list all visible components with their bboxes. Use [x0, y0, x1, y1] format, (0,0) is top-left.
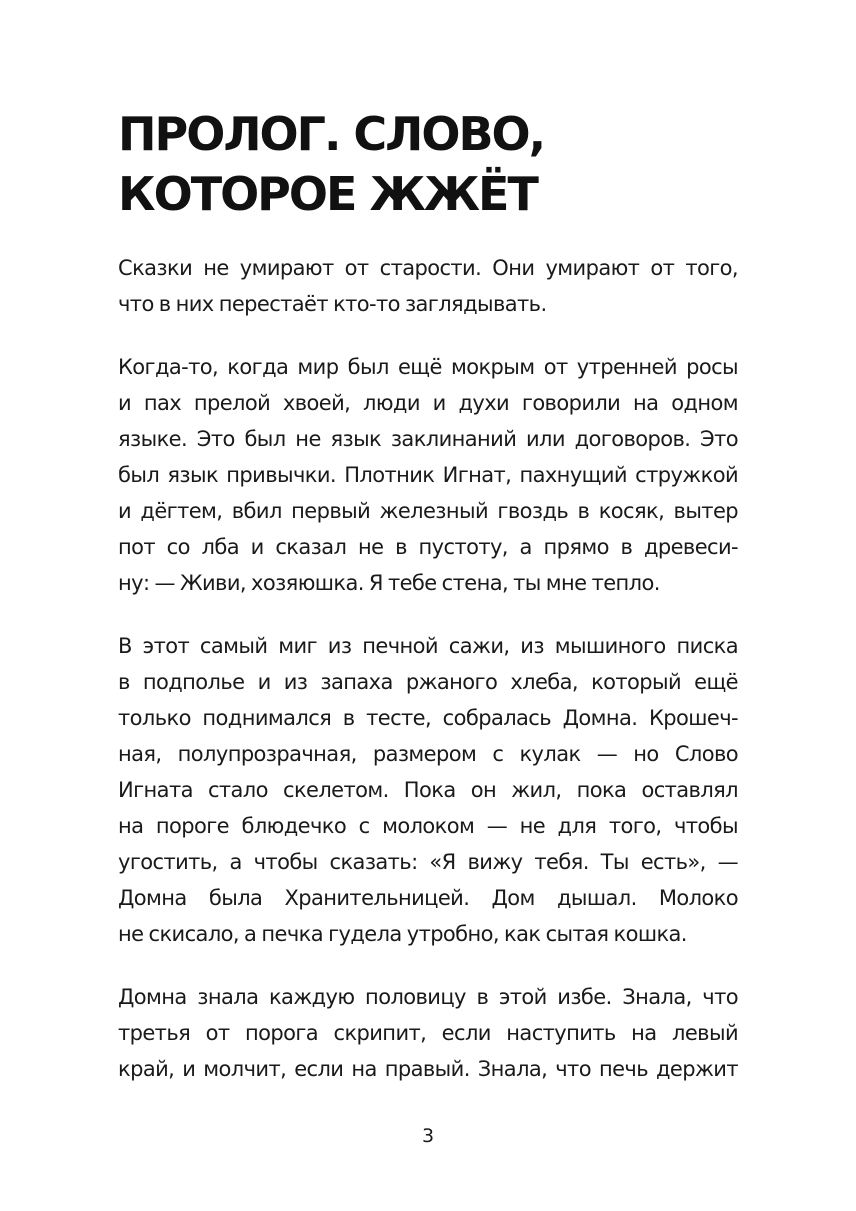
- text-line: Игната стало скелетом. Пока он жил, пока оставлял: [118, 778, 738, 802]
- text-line: В этот самый миг из печной сажи, из мышиного писка: [118, 634, 738, 658]
- paragraph-3: [118, 628, 738, 952]
- text-line: край, и молчит, если на правый. Знала, что печь держит: [118, 1057, 738, 1081]
- chapter-title-line-1: ПРОЛОГ. СЛОВО,: [118, 107, 545, 161]
- text-line: Когда-то, когда мир был ещё мокрым от утренней росы: [118, 355, 738, 379]
- text-line: языке. Это был не язык заклинаний или договоров. Это: [118, 427, 738, 451]
- text-line: третья от порога скрипит, если наступить на левый: [118, 1021, 738, 1045]
- text-line: на пороге блюдечко с молоком — не для того, чтобы: [118, 814, 738, 838]
- text-line: Домна была Хранительницей. Дом дышал. Молоко: [118, 886, 738, 910]
- paragraph-2: [118, 349, 738, 601]
- text-line: что в них перестаёт кто-то заглядывать.: [118, 292, 547, 316]
- text-line: угостить, а чтобы сказать: «Я вижу тебя. Ты есть», —: [118, 850, 738, 874]
- text-line: только поднимался в тесте, собралась Домна. Крошеч-: [118, 706, 738, 730]
- text-line: и пах прелой хвоей, люди и духи говорили на одном: [118, 391, 738, 415]
- text-line: ну: — Живи, хозяюшка. Я тебе стена, ты мне тепло.: [118, 571, 660, 595]
- text-line: Домна знала каждую половицу в этой избе. Знала, что: [118, 985, 738, 1009]
- page-number: 3: [421, 1125, 435, 1147]
- chapter-title: [118, 104, 758, 224]
- text-line: не скисало, а печка гудела утробно, как сытая кошка.: [118, 922, 687, 946]
- chapter-body: [118, 250, 738, 1114]
- text-line: Сказки не умирают от старости. Они умирают от того,: [118, 256, 738, 280]
- text-line: пот со лба и сказал не в пустоту, а прямо в древеси-: [118, 535, 738, 559]
- paragraph-4: [118, 979, 738, 1087]
- chapter-title-line-2: КОТОРОЕ ЖЖЁТ: [118, 167, 537, 221]
- paragraph-1: [118, 250, 738, 322]
- text-line: и дёгтем, вбил первый железный гвоздь в косяк, вытер: [118, 499, 738, 523]
- text-line: в подполье и из запаха ржаного хлеба, который ещё: [118, 670, 738, 694]
- text-line: был язык привычки. Плотник Игнат, пахнущий стружкой: [118, 463, 738, 487]
- text-line: ная, полупрозрачная, размером с кулак — но Слово: [118, 742, 738, 766]
